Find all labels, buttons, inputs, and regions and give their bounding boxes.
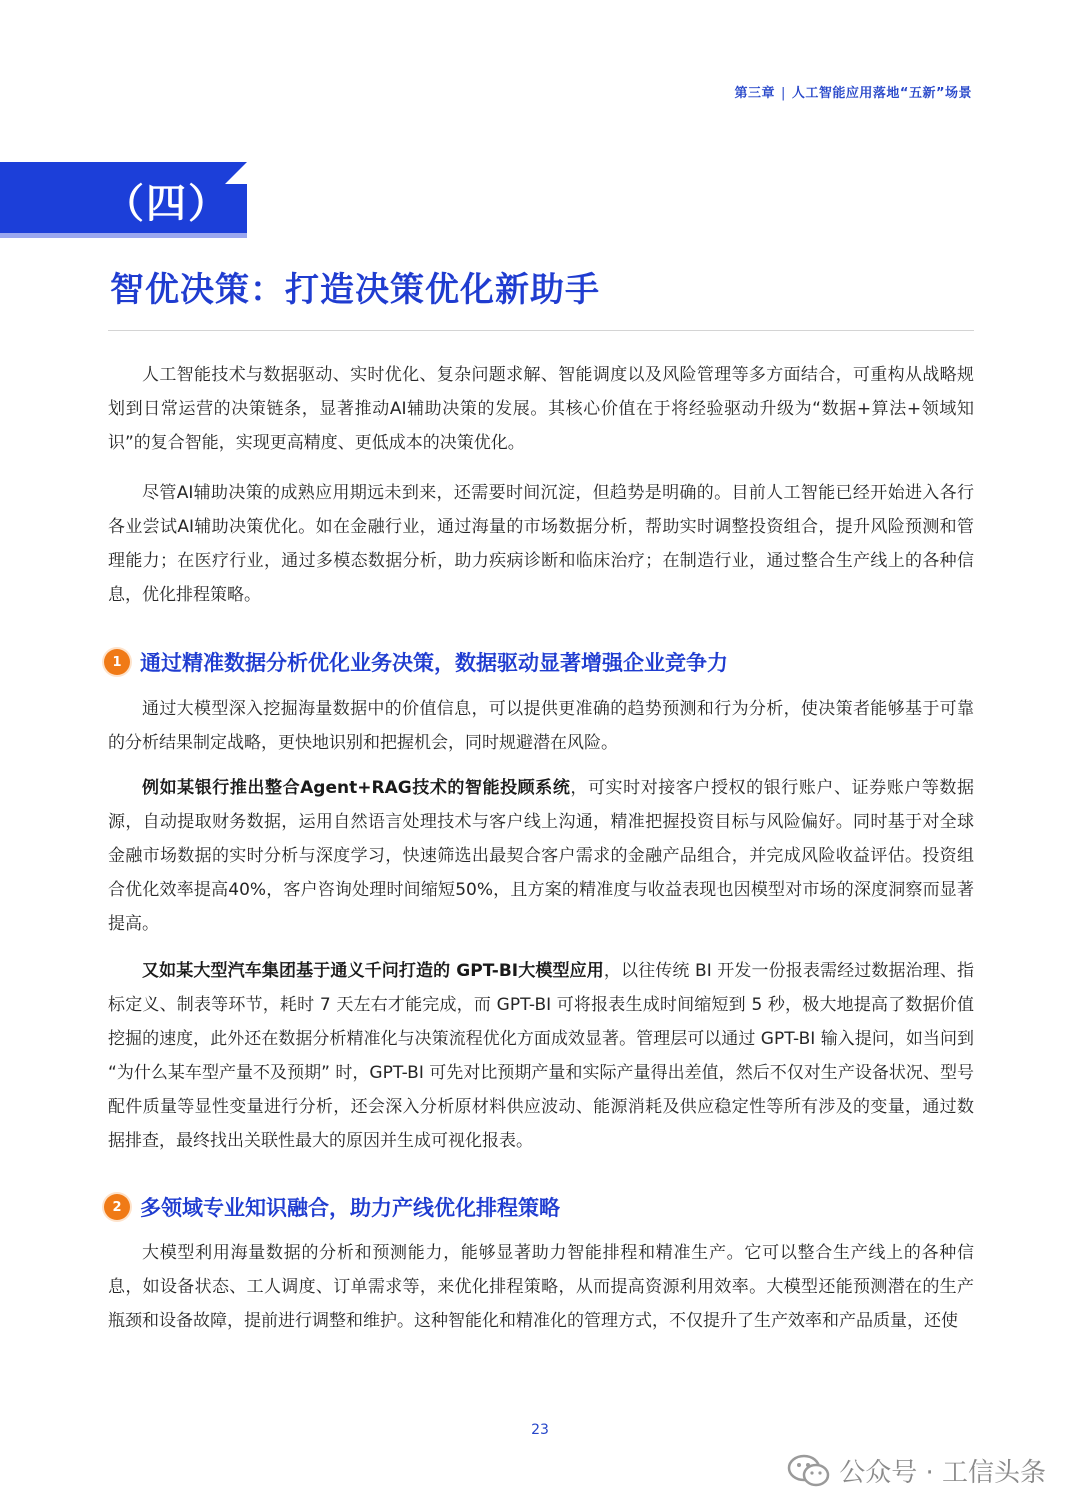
watermark <box>787 1452 1046 1489</box>
section-title: 智优决策：打造决策优化新助手 <box>110 270 600 310</box>
header-separator: | <box>781 86 786 101</box>
subsection-2-title: 多领域专业知识融合，助力产线优化排程策略 <box>140 1196 560 1220</box>
subsection-2-heading <box>104 1192 560 1222</box>
subsection-1-paragraph-3 <box>108 954 974 1158</box>
running-header <box>735 82 973 101</box>
example-auto-text: ，以往传统 BI 开发一份报表需经过数据治理、指标定义、制表等环节，耗时 7 天左右才能完成，而 GPT-BI 可将报表生成时间缩短到 5 秒，极大地提高了数据价值挖掘的速度，此外还在数据分析精准化与决策流程优化方面成效显著。管理层可以通过 GPT-BI 输入提问，如当问到 “为什么某车型产量不及预期” 时，GPT-BI 可先对比预期产量和实际产量得出差值，然后不仅对生产设备状况、型号配件质量等显性变量进行分析，还会深入分析原材料供应波动、能源消耗及供应稳定性等所有涉及的变量，通过数据排查，最终找出关联性最大的原因并生成可视化报表。 <box>108 961 974 1151</box>
title-divider <box>108 330 974 331</box>
subsection-2-paragraph-1: 大模型利用海量数据的分析和预测能力，能够显著助力智能排程和精准生产。它可以整合生产线上的各种信息，如设备状态、工人调度、订单需求等，来优化排程策略，从而提高资源利用效率。大模型还能预测潜在的生产瓶颈和设备故障，提前进行调整和维护。这种智能化和精准化的管理方式，不仅提升了生产效率和产品质量，还使 <box>108 1243 974 1331</box>
example-auto-lead: 又如某大型汽车集团基于通义千问打造的 GPT-BI大模型应用 <box>142 961 604 981</box>
page-number: 23 <box>531 1422 549 1438</box>
subsection-1-paragraph-1: 通过大模型深入挖掘海量数据中的价值信息，可以提供更准确的趋势预测和行为分析，使决策者能够基于可靠的分析结果制定战略，更快地识别和把握机会，同时规避潜在风险。 <box>108 699 974 753</box>
intro-paragraph-1: 人工智能技术与数据驱动、实时优化、复杂问题求解、智能调度以及风险管理等多方面结合，可重构从战略规划到日常运营的决策链条，显著推动AI辅助决策的发展。其核心价值在于将经验驱动升级为“数据+算法+领域知识”的复合智能，实现更高精度、更低成本的决策优化。 <box>108 365 974 453</box>
subsection-1-paragraph-2 <box>108 771 974 941</box>
number-badge-icon: 1 <box>104 649 130 675</box>
watermark-text: 公众号 · 工信头条 <box>839 1458 1046 1488</box>
header-title: 人工智能应用落地“五新”场景 <box>791 86 972 101</box>
chapter-number: （四） <box>104 181 230 227</box>
wechat-icon <box>787 1453 831 1489</box>
example-bank-lead: 例如某银行推出整合Agent+RAG技术的智能投顾系统 <box>142 778 571 798</box>
header-chapter: 第三章 <box>734 86 776 101</box>
number-badge-icon: 2 <box>104 1194 130 1220</box>
intro-paragraph-2: 尽管AI辅助决策的成熟应用期远未到来，还需要时间沉淀，但趋势是明确的。目前人工智能已经开始进入各行各业尝试AI辅助决策优化。如在金融行业，通过海量的市场数据分析，帮助实时调整投资组合，提升风险预测和管理能力；在医疗行业，通过多模态数据分析，助力疾病诊断和临床治疗；在制造行业，通过整合生产线上的各种信息，优化排程策略。 <box>108 483 974 605</box>
banner-underline <box>0 233 247 238</box>
subsection-1-heading <box>104 647 728 677</box>
example-bank-text: ，可实时对接客户授权的银行账户、证券账户等数据源，自动提取财务数据，运用自然语言处理技术与客户线上沟通，精准把握投资目标与风险偏好。同时基于对全球金融市场数据的实时分析与深度学习，快速筛选出最契合客户需求的金融产品组合，并完成风险收益评估。投资组合优化效率提高40%，客户咨询处理时间缩短50%，且方案的精准度与收益表现也因模型对市场的深度洞察而显著提高。 <box>108 778 974 934</box>
subsection-1-title: 通过精准数据分析优化业务决策，数据驱动显著增强企业竞争力 <box>140 651 728 675</box>
